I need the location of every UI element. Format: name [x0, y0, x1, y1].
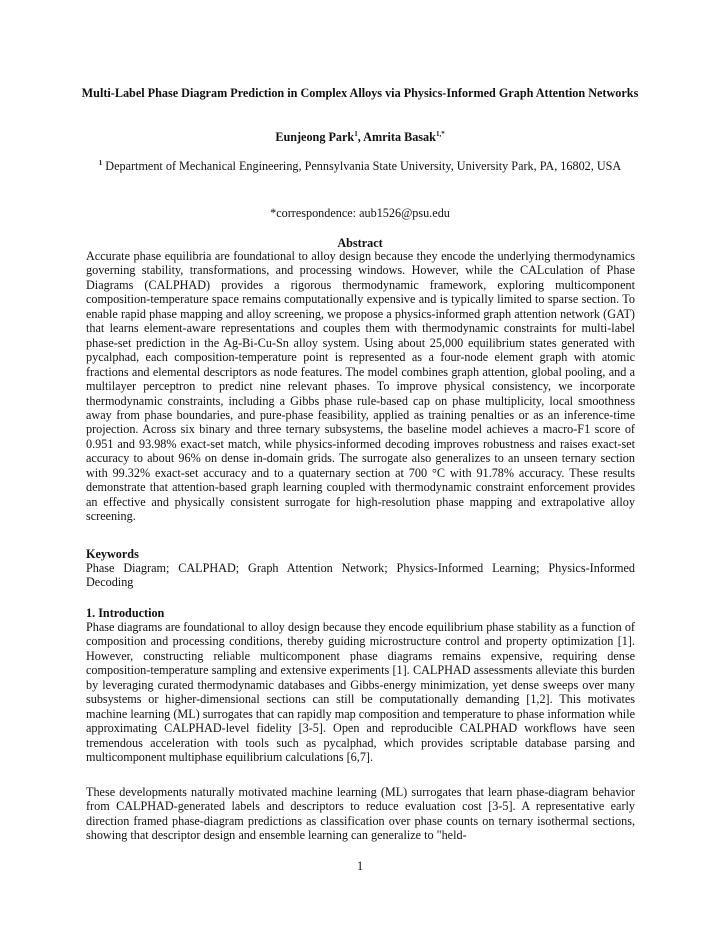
paper-title: Multi-Label Phase Diagram Prediction in Complex Alloys via Physics-Informed Graph Attention Networks [81, 86, 639, 100]
author-separator: , [357, 130, 364, 144]
affiliation-text: Department of Mechanical Engineering, Pennsylvania State University, University Park, PA, 16802, USA [105, 159, 622, 173]
introduction-heading: 1. Introduction [86, 606, 165, 620]
author-name: Amrita Basak [363, 130, 436, 144]
page-number: 1 [356, 859, 364, 873]
affiliation [80, 159, 640, 174]
author-list [80, 130, 640, 145]
affiliation-marker: 1 [98, 158, 103, 167]
introduction-paragraph: Phase diagrams are foundational to alloy design because they encode equilibrium phase stability as a function of composition and processing conditions, thereby guiding microstructure control and property optimization [1]. However, constructing reliable multicomponent phase diagrams remains expensive, requiring dense composition-temperature sampling and extensive experiments [1]. CALPHAD assessments alleviate this burden by leveraging curated thermodynamic databases and Gibbs-energy minimization, yet dense sweeps over many subsystems or higher-dimensional sections can still be computationally demanding [1,2]. This motivates machine learning (ML) surrogates that can rapidly map composition and temperature to phase information while approximating CALPHAD-level fidelity [3-5]. Open and reproducible CALPHAD workflows have seen tremendous acceleration with tools such as pycalphad, which provides scriptable database parsing and multicomponent multiphase equilibrium calculations [6,7]. [86, 620, 635, 765]
introduction-paragraph: These developments naturally motivated machine learning (ML) surrogates that learn phase-diagram behavior from CALPHAD-generated labels and descriptors to reduce evaluation cost [3-5]. A representative early direction framed phase-diagram predictions as classification over phase counts on ternary isothermal sections, showing that descriptor design and ensemble learning can generalize to "held- [86, 785, 635, 843]
author-name: Eunjeong Park [275, 130, 355, 144]
abstract-text: Accurate phase equilibria are foundational to alloy design because they encode the underlying thermodynamics governing stability, transformations, and processing windows. However, while the CALculation of Phase Diagrams (CALPHAD) provides a rigorous thermodynamic framework, exploring multicomponent composition-temperature space remains computationally expensive and is typically limited to sparse section. To enable rapid phase mapping and alloy screening, we propose a physics-informed graph attention network (GAT) that learns element-aware representations and couples them with thermodynamic constraints for multi-label phase-set prediction in the Ag-Bi-Cu-Sn alloy system. Using about 25,000 equilibrium states generated with pycalphad, each composition-temperature point is represented as a four-node element graph with atomic fractions and elemental descriptors as node features. The model combines graph attention, global pooling, and a multilayer perceptron to predict nine relevant phases. To improve physical consistency, we incorporate thermodynamic constraints, including a Gibbs phase rule-based cap on phase multiplicity, local smoothness away from phase boundaries, and pure-phase feasibility, applied as training penalties or as an inference-time projection. Across six binary and three ternary subsystems, the baseline model achieves a macro-F1 score of 0.951 and 93.98% exact-set match, while physics-informed decoding improves robustness and raises exact-set accuracy to about 96% on dense in-domain grids. The surrogate also generalizes to an unseen ternary section with 99.32% exact-set accuracy and to a quaternary section at 700 °C with 91.78% accuracy. These results demonstrate that attention-based graph learning coupled with thermodynamic constraint enforcement provides an effective and physically consistent surrogate for high-resolution phase mapping and extrapolative alloy screening. [86, 249, 635, 524]
keywords-heading: Keywords [86, 547, 139, 561]
correspondence-email: *correspondence: aub1526@psu.edu [270, 206, 450, 220]
author-affiliation-marker: 1 [354, 129, 358, 138]
keywords-text: Phase Diagram; CALPHAD; Graph Attention Network; Physics-Informed Learning; Physics-Informed Decoding [86, 561, 635, 590]
abstract-heading: Abstract [337, 236, 383, 250]
author-affiliation-marker: 1,* [435, 129, 445, 138]
